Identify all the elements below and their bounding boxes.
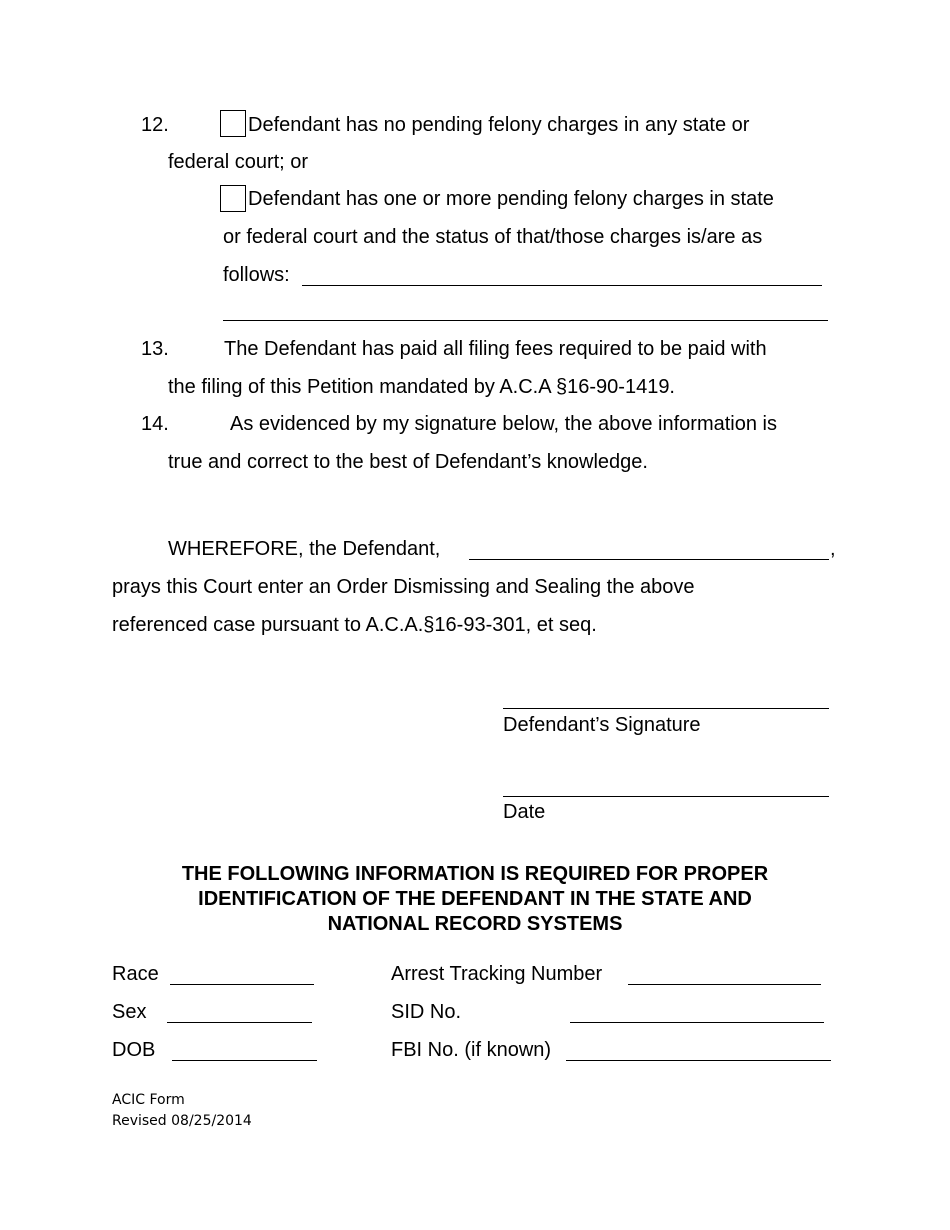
fbi-label: FBI No. (if known)	[391, 1039, 552, 1061]
identification-heading-line2: IDENTIFICATION OF THE DEFENDANT IN THE STATE AND	[198, 888, 752, 910]
race-field[interactable]	[170, 984, 314, 985]
charges-status-line-1[interactable]	[302, 285, 822, 286]
wherefore-comma: ,	[830, 538, 836, 560]
item-13-line2: the filing of this Petition mandated by A.C.A §16-90-1419.	[168, 376, 675, 398]
item-12-number: 12.	[141, 114, 169, 136]
arrest-tracking-field[interactable]	[628, 984, 821, 985]
item-14-line1: As evidenced by my signature below, the above information is	[230, 413, 777, 435]
charges-status-line-2[interactable]	[223, 320, 828, 321]
arrest-tracking-label: Arrest Tracking Number	[391, 963, 603, 985]
date-label: Date	[503, 801, 546, 823]
no-pending-charges-checkbox[interactable]	[220, 110, 246, 137]
footer-form-name: ACIC Form	[112, 1092, 185, 1108]
sid-label: SID No.	[391, 1001, 462, 1023]
wherefore-line2: prays this Court enter an Order Dismissing and Sealing the above	[112, 576, 695, 598]
item-12-option2-continuation: or federal court and the status of that/those charges is/are as	[223, 226, 763, 248]
identification-heading-line1: THE FOLLOWING INFORMATION IS REQUIRED FOR PROPER	[181, 863, 769, 885]
date-line[interactable]	[503, 796, 829, 797]
item-14-number: 14.	[141, 413, 169, 435]
sid-field[interactable]	[570, 1022, 824, 1023]
dob-label: DOB	[112, 1039, 156, 1061]
defendant-name-line[interactable]	[469, 559, 829, 560]
item-12-option1-text: Defendant has no pending felony charges in any state or	[248, 114, 750, 136]
signature-label: Defendant’s Signature	[503, 714, 701, 736]
race-label: Race	[112, 963, 159, 985]
item-14-line2: true and correct to the best of Defendant’s knowledge.	[168, 451, 648, 473]
wherefore-lead: WHEREFORE, the Defendant,	[168, 538, 441, 560]
dob-field[interactable]	[172, 1060, 317, 1061]
item-12-follows-label: follows:	[223, 264, 290, 286]
sex-field[interactable]	[167, 1022, 312, 1023]
identification-heading-line3: NATIONAL RECORD SYSTEMS	[327, 913, 623, 935]
footer-revised-date: Revised 08/25/2014	[112, 1113, 252, 1129]
item-12-option1-continuation: federal court; or	[168, 151, 309, 173]
sex-label: Sex	[112, 1001, 147, 1023]
item-12-option2-text: Defendant has one or more pending felony charges in state	[248, 188, 774, 210]
wherefore-line3: referenced case pursuant to A.C.A.§16-93-301, et seq.	[112, 614, 597, 636]
item-13-number: 13.	[141, 338, 169, 360]
pending-charges-checkbox[interactable]	[220, 185, 246, 212]
item-13-line1: The Defendant has paid all filing fees required to be paid with	[224, 338, 767, 360]
signature-line[interactable]	[503, 708, 829, 709]
fbi-field[interactable]	[566, 1060, 831, 1061]
